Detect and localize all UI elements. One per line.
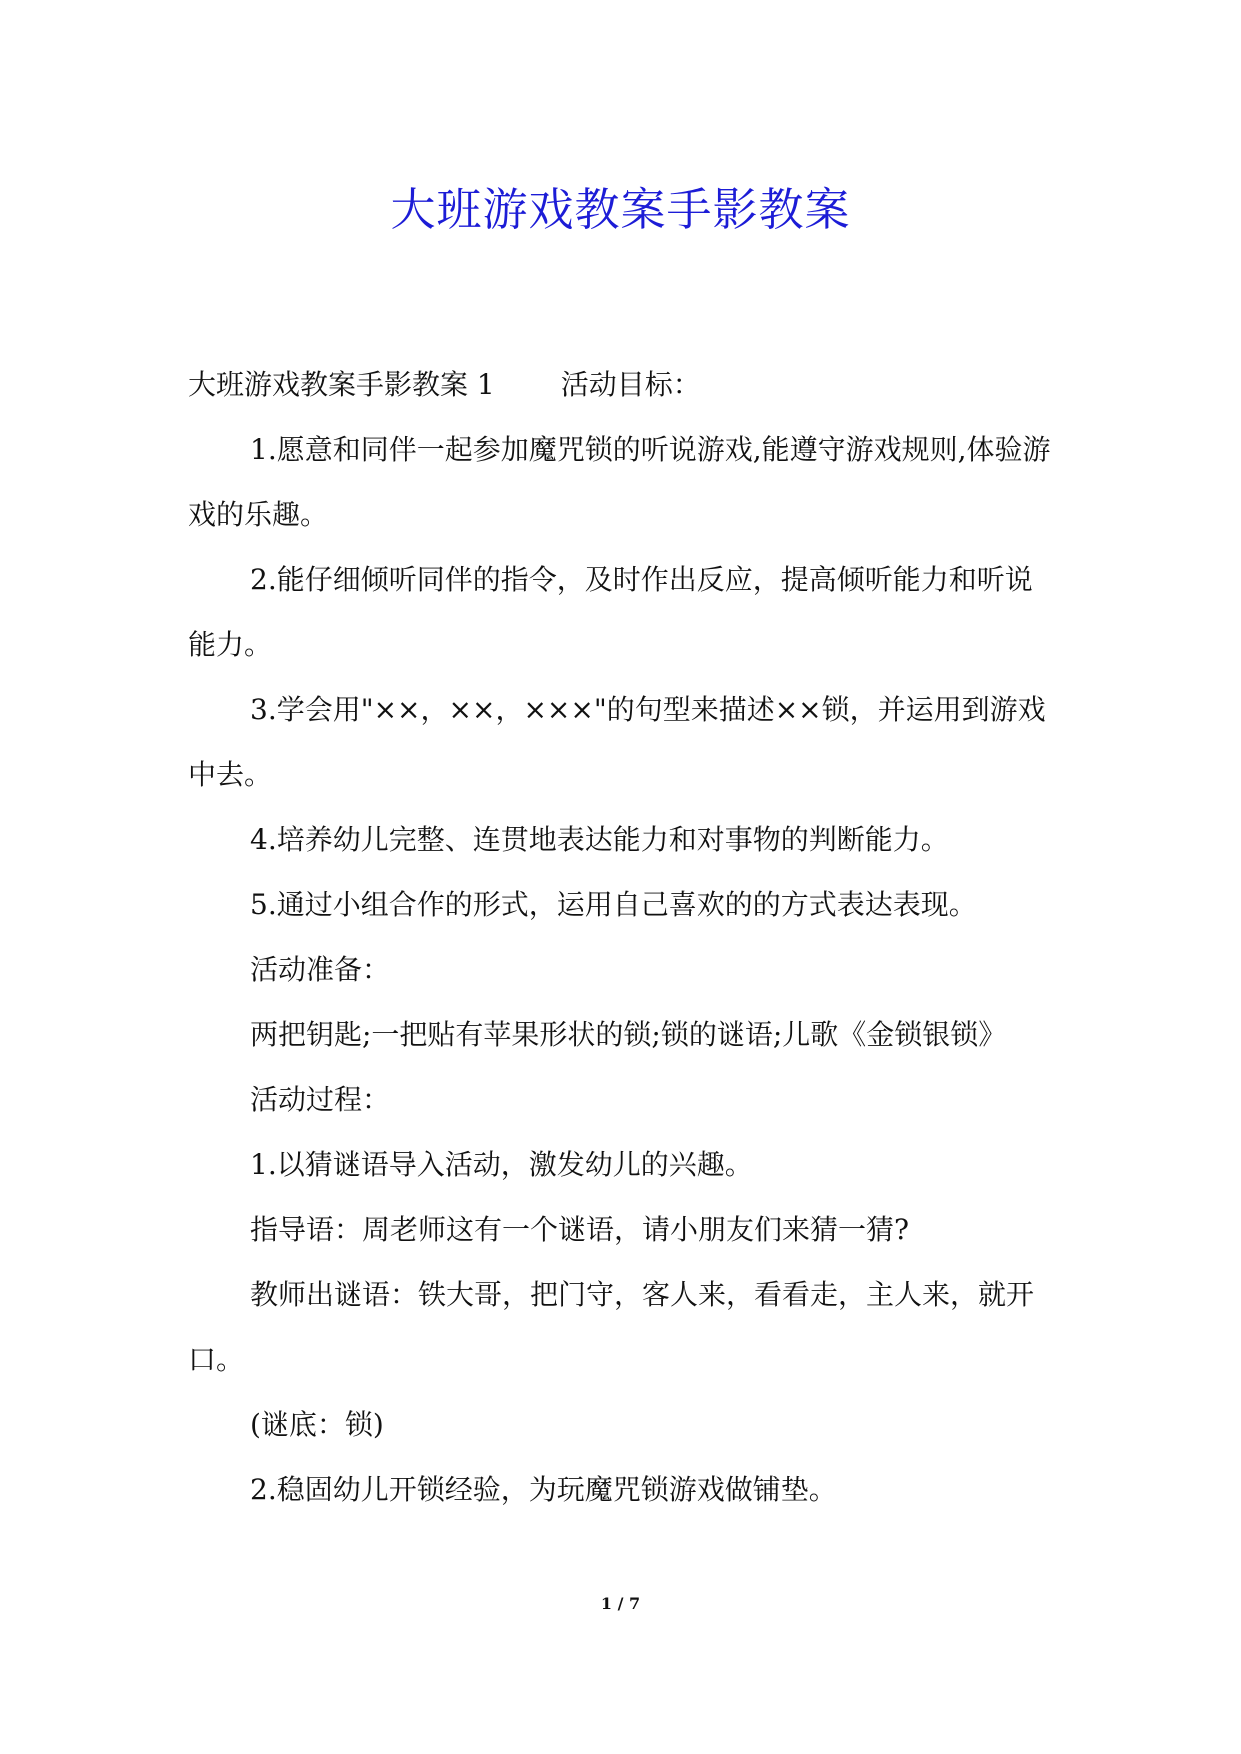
goal-item-2: 2.能仔细倾听同伴的指令，及时作出反应，提高倾听能力和听说能力。 [188,563,1033,661]
intro-line [188,352,1058,417]
process-step-2: 2.稳固幼儿开锁经验，为玩魔咒锁游戏做铺垫。 [250,1473,837,1506]
goal-item-1: 1.愿意和同伴一起参加魔咒锁的听说游戏,能遵守游戏规则,体验游戏的乐趣。 [188,433,1051,531]
riddle-answer: (谜底：锁) [250,1408,384,1441]
intro-heading: 大班游戏教案手影教案 1 [188,368,495,401]
document-body [188,352,1058,1522]
section-heading-goals: 活动目标： [560,368,701,401]
guide-text: 指导语：周老师这有一个谜语，请小朋友们来猜一猜? [250,1213,910,1246]
section-heading-preparation: 活动准备： [250,953,391,986]
goal-item-4: 4.培养幼儿完整、连贯地表达能力和对事物的判断能力。 [250,823,949,856]
preparation-text: 两把钥匙;一把贴有苹果形状的锁;锁的谜语;儿歌《金锁银锁》 [250,1018,1007,1051]
goal-item-3: 3.学会用"××，××，×××"的句型来描述××锁，并运用到游戏中去。 [188,693,1046,791]
process-step-1: 1.以猜谜语导入活动，激发幼儿的兴趣。 [250,1148,753,1181]
riddle-text: 教师出谜语：铁大哥，把门守，客人来，看看走，主人来，就开口。 [188,1278,1035,1376]
page-number: 1 / 7 [600,1594,641,1613]
section-heading-process: 活动过程： [250,1083,391,1116]
goal-item-5: 5.通过小组合作的形式，运用自己喜欢的的方式表达表现。 [250,888,977,921]
document-title: 大班游戏教案手影教案 [390,183,851,237]
